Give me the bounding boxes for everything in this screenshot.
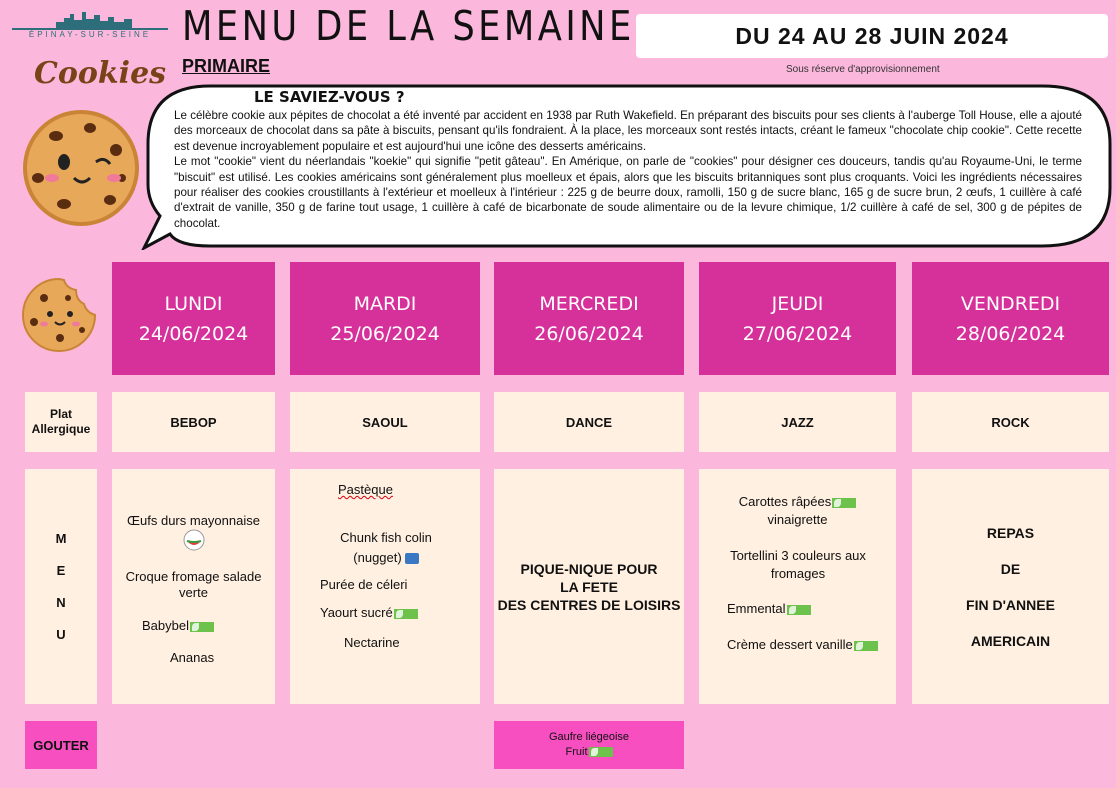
day-header-mardi bbox=[290, 262, 480, 375]
day-date: 24/06/2024 bbox=[138, 322, 249, 345]
dish bbox=[727, 637, 878, 652]
school-level: PRIMAIRE bbox=[182, 56, 271, 76]
day-date: 27/06/2024 bbox=[742, 322, 853, 345]
day-header-vendredi bbox=[912, 262, 1109, 375]
did-you-know-paragraph-2: Le mot "cookie" vient du néerlandais "koekie" qui signifie "petit gâteau". En Amérique, on parle de "cookies" pour désigner ces douceurs, tandis qu'au Royaume-Uni, le terme "biscuit" est utilisé. Les cookies américains sont généralement plus moelleux et épais, alors que les biscuits britanniques sont plus croquants. Voici les ingrédients nécessaires pour réaliser des cookies croustillants à l'extérieur et moelleux à l'intérieur : 225 g de beurre doux, ramolli, 150 g de sucre blanc, 165 g de sucre brun, 2 œufs, 1 cuillère à café d'extrait de vanille, 350 g de farine tout usage, 1 cuillère à café de bicarbonate de soude alimentaire ou de la levure chimique, 1/2 cuillère à café de sel, 300 g de pépites de chocolat. bbox=[174, 155, 1082, 230]
day-date: 28/06/2024 bbox=[955, 322, 1066, 345]
fruit-label-icon bbox=[182, 529, 206, 551]
did-you-know-text bbox=[174, 108, 1082, 231]
day-header-jeudi bbox=[699, 262, 896, 375]
dish bbox=[320, 605, 418, 620]
menu-vertical-label bbox=[25, 469, 97, 704]
dish-line: DE bbox=[1000, 560, 1021, 577]
cookie-small-icon bbox=[20, 276, 98, 354]
dish: Tortellini 3 couleurs aux fromages bbox=[730, 548, 866, 581]
theme-mardi: SAOUL bbox=[290, 392, 480, 452]
dish-label: Carottes râpées bbox=[738, 494, 832, 509]
dish-label: Crème dessert vanille bbox=[727, 637, 853, 652]
bio-label-icon bbox=[589, 747, 613, 757]
menu-mardi bbox=[290, 469, 480, 704]
gouter-mercredi bbox=[494, 721, 684, 769]
did-you-know-paragraph-1: Le célèbre cookie aux pépites de chocolat a été inventé par accident en 1938 par Ruth Wakefield. En préparant des biscuits pour ses clients à l'auberge Toll House, elle a ajouté des morceaux de chocolat dans sa pâte à biscuits, pensant qu'ils fondraient. À la place, les morceaux sont restés intacts, créant le fameux "chocolate chip cookie". Cette recette est devenue incroyablement populaire et est aujourd'hui une icône des desserts américains. bbox=[174, 109, 1082, 153]
gouter-item-label: Fruit bbox=[565, 746, 588, 758]
msc-label-icon bbox=[405, 553, 419, 564]
dish-label: Babybel bbox=[142, 618, 189, 633]
dish: Ananas bbox=[170, 650, 215, 665]
theme-jeudi: JAZZ bbox=[699, 392, 896, 452]
city-logo bbox=[8, 4, 168, 44]
cookie-face-icon bbox=[16, 100, 146, 230]
dish-line: REPAS bbox=[986, 524, 1035, 541]
bio-label-icon bbox=[787, 605, 811, 615]
dish bbox=[727, 601, 811, 616]
bio-label-icon bbox=[832, 498, 856, 508]
dish: Nectarine bbox=[344, 635, 400, 650]
day-name: LUNDI bbox=[164, 292, 223, 315]
dish-line: PIQUE-NIQUE POUR bbox=[520, 560, 658, 577]
dish: Purée de céleri bbox=[320, 577, 408, 592]
dish: Œufs durs mayonnaise bbox=[127, 513, 260, 528]
menu-mercredi bbox=[494, 469, 684, 704]
supply-note: Sous réserve d'approvisionnement bbox=[786, 64, 940, 75]
menu-lundi bbox=[112, 469, 275, 704]
dish-line: FIN D'ANNEE bbox=[966, 596, 1055, 613]
dish bbox=[142, 618, 214, 633]
dish bbox=[699, 493, 896, 529]
day-name: MERCREDI bbox=[539, 292, 639, 315]
menu-vendredi bbox=[912, 469, 1109, 704]
dish-line: LA FETE bbox=[560, 578, 618, 595]
dish-line: DES CENTRES DE LOISIRS bbox=[497, 596, 681, 613]
day-date: 26/06/2024 bbox=[534, 322, 644, 345]
day-header-lundi bbox=[112, 262, 275, 375]
menu-letter: M bbox=[55, 530, 67, 546]
logo-skyline-icon bbox=[56, 10, 132, 28]
cookies-word-art: Cookies bbox=[34, 56, 167, 91]
menu-letter: U bbox=[56, 626, 66, 642]
day-date: 25/06/2024 bbox=[330, 322, 440, 345]
dish-label: vinaigrette bbox=[767, 512, 828, 527]
day-name: VENDREDI bbox=[960, 292, 1061, 315]
theme-mercredi: DANCE bbox=[494, 392, 684, 452]
bio-label-icon bbox=[190, 622, 214, 632]
dish-label: Chunk fish colin (nugget) bbox=[340, 530, 432, 565]
dish-line: AMERICAIN bbox=[970, 632, 1051, 649]
date-range: DU 24 AU 28 JUIN 2024 bbox=[636, 14, 1108, 58]
dish: Croque fromage salade verte bbox=[125, 569, 262, 600]
dish-label: Yaourt sucré bbox=[320, 605, 393, 620]
menu-jeudi bbox=[699, 469, 896, 704]
gouter-item: Gaufre liégeoise bbox=[548, 731, 630, 743]
page-title: MENU DE LA SEMAINE bbox=[182, 2, 635, 50]
gouter-label: GOUTER bbox=[25, 721, 97, 769]
day-name: JEUDI bbox=[771, 292, 824, 315]
dish bbox=[320, 528, 452, 568]
dish: Pastèque bbox=[338, 482, 393, 497]
dish-label: Emmental bbox=[727, 601, 786, 616]
bio-label-icon bbox=[394, 609, 418, 619]
theme-vendredi: ROCK bbox=[912, 392, 1109, 452]
plat-allergique-label bbox=[25, 392, 97, 452]
did-you-know-title: LE SAVIEZ-VOUS ? bbox=[254, 88, 405, 106]
gouter-item bbox=[566, 745, 613, 760]
menu-letter: N bbox=[56, 594, 66, 610]
plat-label-line-1: Plat bbox=[49, 407, 72, 421]
city-name: ÉPINAY-SUR-SEINE bbox=[28, 30, 152, 39]
bio-label-icon bbox=[854, 641, 878, 651]
plat-label-line-2: Allergique bbox=[31, 422, 91, 436]
day-name: MARDI bbox=[353, 292, 417, 315]
day-header-mercredi bbox=[494, 262, 684, 375]
menu-letter: E bbox=[56, 562, 66, 578]
theme-lundi: BEBOP bbox=[112, 392, 275, 452]
